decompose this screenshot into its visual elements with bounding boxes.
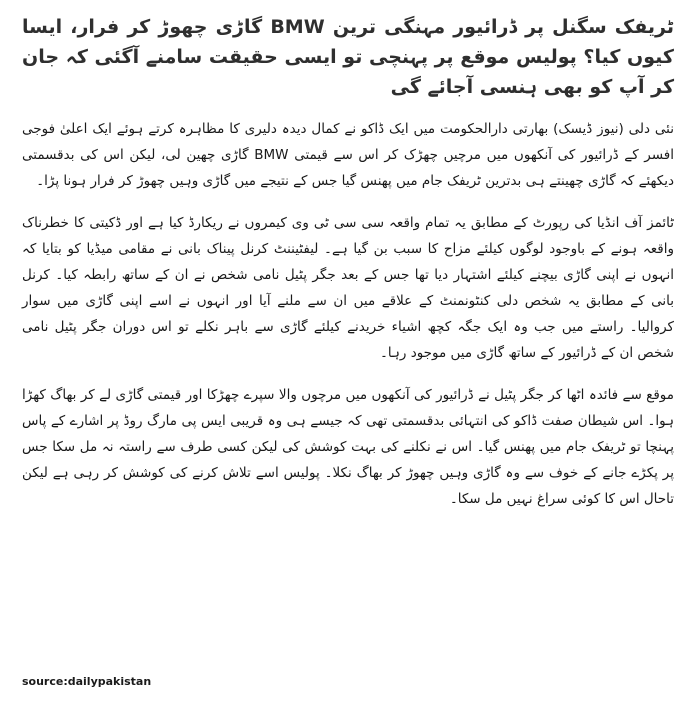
article-paragraph-1: نئی دلی (نیوز ڈیسک) بھارتی دارالحکومت میں ایک ڈاکو نے کمال دیدہ دلیری کا مظاہرہ کرتے ہوئے ایک اعلیٰ فوجی افسر کے ڈرائیور کی آنکھوں میں مرچیں چھڑک کر اس سے قیمتی BMW گاڑی چھین لی، لیکن اس کی بدقسمتی دیکھئے کہ گاڑی چھینتے ہی بدترین ٹریفک جام میں پھنس گیا جس کے نتیجے میں گاڑی وہیں چھوڑ کر فرار ہونا پڑا۔ <box>22 121 675 189</box>
article-headline: ٹریفک سگنل پر ڈرائیور مہنگی ترین BMW گاڑی چھوڑ کر فرار، ایسا کیوں کیا؟ پولیس موقع پر پہنچی تو ایسی حقیقت سامنے آگئی کہ جان کر آپ کو بھی ہنسی آجائے گی <box>22 16 675 98</box>
source-credit: source:dailypakistan <box>22 675 152 688</box>
article-paragraph-2: ٹائمز آف انڈیا کی رپورٹ کے مطابق یہ تمام واقعہ سی سی ٹی وی کیمروں نے ریکارڈ کیا ہے اور ڈکیتی کا خطرناک واقعہ ہونے کے باوجود لوگوں کیلئے مزاح کا سبب بن گیا ہے۔ لیفٹیننٹ کرنل پیناک بانی نے مقامی میڈیا کو بتایا کہ انہوں نے اپنی گاڑی بیچنے کیلئے اشتہار دیا تھا جس کے بعد جگر پٹیل نامی شخص نے ان کے ساتھ رابطہ کیا۔ کرنل بانی کے مطابق یہ شخص دلی کنٹونمنٹ کے علاقے میں ان سے ملنے آیا اور انہوں نے اسے اپنی گاڑی میں سوار کروالیا۔ راستے میں جب وہ ایک جگہ کچھ اشیاء خریدنے کیلئے گاڑی سے باہر نکلے تو اس دوران جگر پٹیل نامی شخص ان کے ڈرائیور کے ساتھ گاڑی میں موجود رہا۔ <box>22 215 674 361</box>
article-paragraph-3: موقع سے فائدہ اٹھا کر جگر پٹیل نے ڈرائیور کی آنکھوں میں مرچوں والا سپرے چھڑکا اور قیمتی گاڑی لے کر بھاگ کھڑا ہوا۔ اس شیطان صفت ڈاکو کی انتہائی بدقسمتی تھی کہ جیسے ہی وہ قریبی ایس پی مارگ روڈ پر اشارے کے پاس پہنچا تو ٹریفک جام میں پھنس گیا۔ اس نے نکلنے کی بہت کوشش کی لیکن کسی طرف سے راستہ نہ مل سکا جس پر پکڑے جانے کے خوف سے وہ گاڑی وہیں چھوڑ کر بھاگ نکلا۔ پولیس اسے تلاش کرنے کی کوشش کر رہی ہے لیکن تاحال اس کا کوئی سراغ نہیں مل سکا۔ <box>22 387 674 507</box>
